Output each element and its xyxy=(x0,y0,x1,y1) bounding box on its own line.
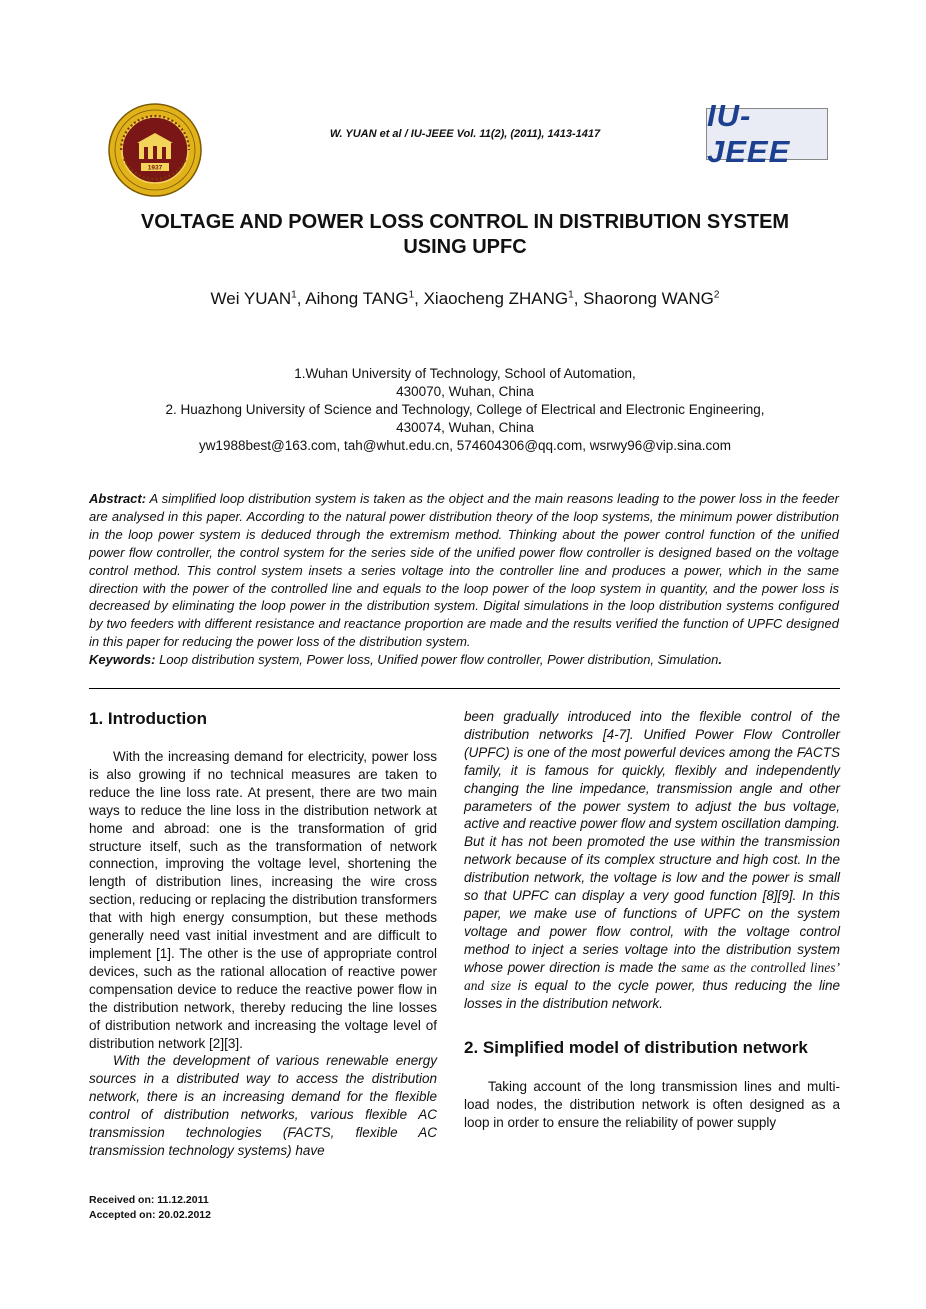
journal-citation: W. YUAN et al / IU-JEEE Vol. 11(2), (2011), 1413-1417 xyxy=(329,128,601,140)
affiliation-line: 1.Wuhan University of Technology, School of Automation, xyxy=(294,366,636,381)
intro-continued-end: is equal to the cycle power, thus reducing the line losses in the distribution network. xyxy=(464,977,840,1011)
submission-dates xyxy=(89,1193,211,1223)
intro-continued-text: been gradually introduced into the flexible control of the distribution networks [4-7]. Unified Power Flow Controller (UPFC) is one of the most powerful devices among the FACTS family, it is famous for quickly, flexibly and independently changing the line impedance, transmission angle and other parameters of the power system to adjust the bus voltage, active and reactive power flow and system oscillation damping. But it has not been promoted the use within the transmission network because of its complex structure and high cost. In the distribution network, the voltage is low and the power is small so that UPFC can display a very good function [8][9]. In this paper, we make use of functions of UPFC on the system voltage and power flow control, with the voltage control method to inject a series voltage into the distribution system whose power direction is made the xyxy=(464,709,840,975)
affiliation-line: 430074, Wuhan, China xyxy=(396,420,534,435)
intro-paragraph-2-continued xyxy=(464,708,840,1012)
received-date: Received on: 11.12.2011 xyxy=(89,1194,209,1206)
title-line-1: VOLTAGE AND POWER LOSS CONTROL IN DISTRIBUTION SYSTEM xyxy=(140,211,790,233)
section2-paragraph-1: Taking account of the long transmission lines and multi-load nodes, the distribution network is often designed as a loop in order to ensure the reliability of power supply xyxy=(464,1079,840,1131)
author-affiliation-mark: 2 xyxy=(713,289,720,301)
author-separator: , xyxy=(296,289,306,308)
author-name: Xiaocheng ZHANG xyxy=(423,289,569,308)
affiliation-line: 430070, Wuhan, China xyxy=(396,384,534,399)
author-affiliation-mark: 1 xyxy=(408,289,415,301)
seal-year: 1937 xyxy=(147,164,163,172)
author-affiliation-mark: 1 xyxy=(291,289,297,301)
author-name: Shaorong WANG xyxy=(583,289,714,308)
abstract xyxy=(89,490,839,669)
abstract-text: A simplified loop distribution system is taken as the object and the main reasons leading to the power loss in the feeder are analysed in this paper. According to the natural power distribution theory of the loop systems, the minimum power distribution in the loop power system is deduced through the extremism method. Thinking about the power control function of the unified power flow controller, the control system for the series side of the unified power flow controller is designed based on the voltage control method. This control system insets a series voltage into the controller line and produces a power, which in the same direction with the power of the controlled line and equals to the loop power of the loop system in quantity, and the power loss is decreased by eliminating the loop power in the distribution system. Digital simulations in the loop distribution systems configured by two feeders with different resistance and reactance proportion are made and the results verified the function of UPFC designed in this paper for reducing the power loss of the distribution system. xyxy=(89,491,839,650)
accepted-date: Accepted on: 20.02.2012 xyxy=(89,1209,211,1221)
keywords-label: Keywords: xyxy=(89,652,156,668)
author-name: Wei YUAN xyxy=(210,289,292,308)
right-column xyxy=(464,708,840,1132)
author-emails: yw1988best@163.com, tah@whut.edu.cn, 574604306@qq.com, wsrwy96@vip.sina.com xyxy=(198,438,732,453)
journal-logo-text: IU-JEEE xyxy=(707,98,791,169)
section-heading-introduction: 1. Introduction xyxy=(89,709,208,728)
affiliations xyxy=(90,365,840,455)
abstract-divider xyxy=(89,688,840,689)
section-heading-simplified-model: 2. Simplified model of distribution network xyxy=(464,1038,808,1058)
author-affiliation-mark: 1 xyxy=(568,289,574,301)
intro-paragraph-1: With the increasing demand for electricity, power loss is also growing if no technical measures are taken to reduce the line loss rate. At present, there are two main ways to reduce the line loss in the distribution network at home and abroad: one is the transformation of grid structure itself, such as the transformation of network connection, improving the voltage level, shortening the length of distribution lines, increasing the wire cross section, reducing or replacing the distribution transformers that with high energy consumption, but these methods generally need vast initial investment and are difficult to implement [1]. The other is the use of appropriate control devices, such as the rational allocation of reactive power compensation device to reduce the reactive power flow in the distribution network, thereby reducing the line losses of distribution network and increasing the voltage level of distribution network [2][3]. xyxy=(89,749,437,1051)
author-name: Aihong TANG xyxy=(305,289,409,308)
intro-paragraph-2: With the development of various renewable energy sources in a distributed way to access the distribution network, there is an increasing demand for the flexible control of distribution networks, various flexible AC transmission technologies (FACTS, flexible AC transmission technology systems) have xyxy=(89,1053,437,1158)
author-separator: , xyxy=(414,289,424,308)
keywords-paragraph xyxy=(89,651,839,669)
title-line-2: USING UPFC xyxy=(403,236,527,258)
abstract-paragraph xyxy=(89,490,839,651)
abstract-label: Abstract: xyxy=(89,491,147,506)
author-separator: , xyxy=(573,289,584,308)
paper-title xyxy=(90,210,840,260)
left-column xyxy=(89,708,437,1160)
intro-serif-phrase: same as the controlled lines’ and size xyxy=(464,959,840,993)
keywords-end: . xyxy=(718,652,722,668)
affiliation-line: 2. Huazhong University of Science and Technology, College of Electrical and Electronic Engineering, xyxy=(165,402,765,417)
author-list xyxy=(90,289,840,309)
journal-logo xyxy=(706,98,828,169)
university-seal-logo xyxy=(108,103,202,197)
keywords-text: Loop distribution system, Power loss, Unified power flow controller, Power distribution, Simulation xyxy=(159,652,719,668)
